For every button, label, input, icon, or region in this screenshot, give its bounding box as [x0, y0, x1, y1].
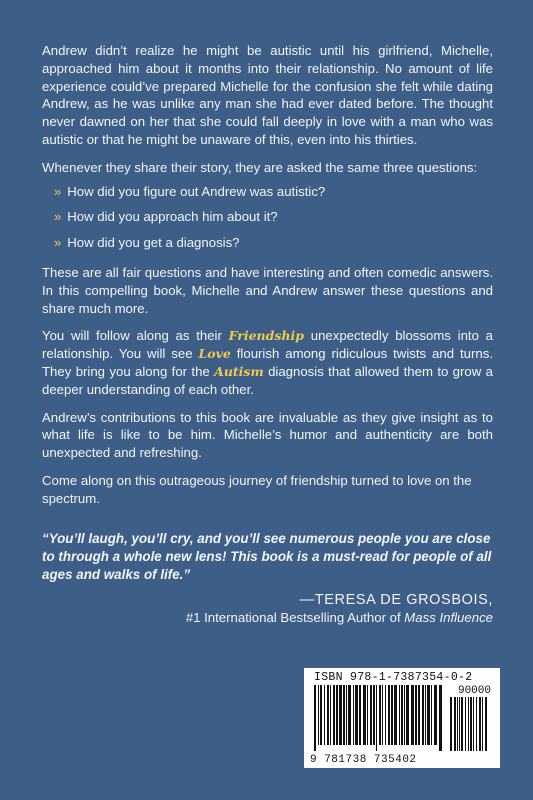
barcode-bar [343, 685, 345, 745]
barcode-bar [388, 685, 390, 745]
barcode-addon-bar [468, 697, 469, 751]
barcode-bar [333, 685, 335, 745]
closing-paragraph: Come along on this outrageous journey of friendship turned to love on the spectrum. [42, 472, 472, 506]
follow-text: diagnosis that allowed them to grow a deeper understanding of each other. [42, 363, 493, 397]
barcode-bar [314, 685, 316, 751]
barcode-bar [418, 685, 420, 745]
back-cover-text [42, 42, 493, 627]
barcode-addon-bar [482, 697, 483, 751]
barcode-addon-bar [465, 697, 466, 751]
bullet-icon: » [54, 183, 62, 199]
barcode-addon-bar [485, 697, 487, 751]
barcode-bar [376, 685, 377, 751]
question-text: How did you figure out Andrew was autistic? [67, 183, 326, 199]
friendship-word: Friendship [228, 328, 304, 344]
questions-lead: Whenever they share their story, they are asked the same three questions: [42, 159, 478, 175]
barcode-bar [425, 685, 426, 745]
barcode-addon-bar [470, 697, 472, 751]
bullet-icon: » [54, 235, 62, 251]
endorsement-attribution [42, 591, 493, 627]
intro-paragraph: Andrew didn’t realize he might be autistic until his girlfriend, Michelle, approached him about it months into their relationship. No amount of life experience could’ve prepared Michelle for the confusion she felt while dating Andrew, as he was unlike any man she had ever dated before. The thought never dawned on her that she could fall deeply in love with a man who was autistic or that he might be unaware of this, even into his thirties. [42, 43, 493, 147]
barcode-bar [385, 685, 386, 745]
barcode-bar [327, 685, 329, 745]
question-text: How did you approach him about it? [67, 209, 278, 225]
barcode-bar [382, 685, 383, 745]
barcode-bar [339, 685, 342, 745]
endorser-role [42, 609, 493, 627]
barcode-bar [373, 685, 375, 745]
question-text: How did you get a diagnosis? [67, 235, 240, 251]
barcode-bar [391, 685, 393, 745]
follow-text: You will follow along as their [42, 328, 229, 344]
isbn-number: ISBN 978-1-7387354-0-2 [314, 671, 473, 684]
autism-word: Autism [214, 363, 264, 379]
barcode-addon-bar [473, 697, 474, 751]
barcode-bar [401, 685, 403, 745]
barcode-bar [434, 685, 437, 745]
barcode-bar [336, 685, 338, 745]
barcode-bar [406, 685, 409, 745]
barcode-bar [427, 685, 430, 745]
list-item [54, 208, 493, 226]
barcode-addon-bar [461, 697, 463, 751]
love-word: Love [198, 346, 231, 362]
barcode-addon-bar [454, 697, 456, 751]
barcode-bar [353, 685, 354, 745]
barcode-bar [404, 685, 405, 745]
follow-paragraph [42, 327, 493, 398]
barcode-addon-bar [450, 697, 452, 751]
fair-paragraph: These are all fair questions and have interesting and often comedic answers. In this compelling book, Michelle and Andrew answer these questions and share much more. [42, 264, 493, 316]
barcode-addon-bar [476, 697, 477, 751]
list-item [54, 183, 493, 201]
follow-text: flourish among ridiculous twists and turns. They bring you along for the [42, 346, 493, 379]
barcode-digits: 9 781738 735402 [310, 754, 417, 766]
endorser-book-title: Mass Influence [404, 609, 493, 625]
barcode-bar [318, 685, 319, 745]
barcode-bar [359, 685, 361, 745]
barcode-bar [367, 685, 368, 745]
barcode-bar [439, 685, 442, 751]
questions-list [54, 183, 493, 252]
barcode-bar [415, 685, 417, 745]
barcode-addon-bar [457, 697, 458, 751]
endorser-role-prefix: #1 International Bestselling Author of [185, 609, 405, 625]
barcode-bar [320, 685, 322, 745]
bullet-icon: » [54, 209, 62, 225]
barcode-addon-bar [459, 697, 460, 751]
endorser-name: —TERESA DE GROSBOIS, [299, 591, 493, 608]
barcode-bar [355, 685, 358, 745]
barcode-bar [324, 685, 325, 745]
barcode-addon-bar [479, 697, 481, 751]
barcode-bar [330, 685, 331, 745]
isbn-barcode [304, 668, 500, 768]
barcode-bar [394, 685, 397, 745]
barcode-bar [399, 685, 400, 745]
barcode-bars [312, 685, 492, 755]
barcode-bar [346, 685, 347, 745]
barcode-bar [370, 685, 372, 745]
barcode-bar [363, 685, 366, 745]
barcode-bar [379, 685, 381, 745]
barcode-bar [348, 685, 351, 745]
list-item [54, 234, 493, 252]
barcode-bar [411, 685, 414, 745]
endorsement-quote: “You’ll laugh, you’ll cry, and you’ll see numerous people you are close to through a whole new lens! This book is a must-read for people of all ages and walks of life.” [42, 530, 492, 582]
price-code: 90000 [457, 685, 491, 697]
barcode-bar [431, 685, 432, 745]
contributions-paragraph: Andrew’s contributions to this book are invaluable as they give insight as to what life is like to be him. Michelle’s humor and authenticity are both unexpected and refreshing. [42, 409, 493, 461]
follow-text: unexpectedly blossoms into a relationship. You will see [42, 328, 493, 362]
barcode-bar [422, 685, 424, 745]
